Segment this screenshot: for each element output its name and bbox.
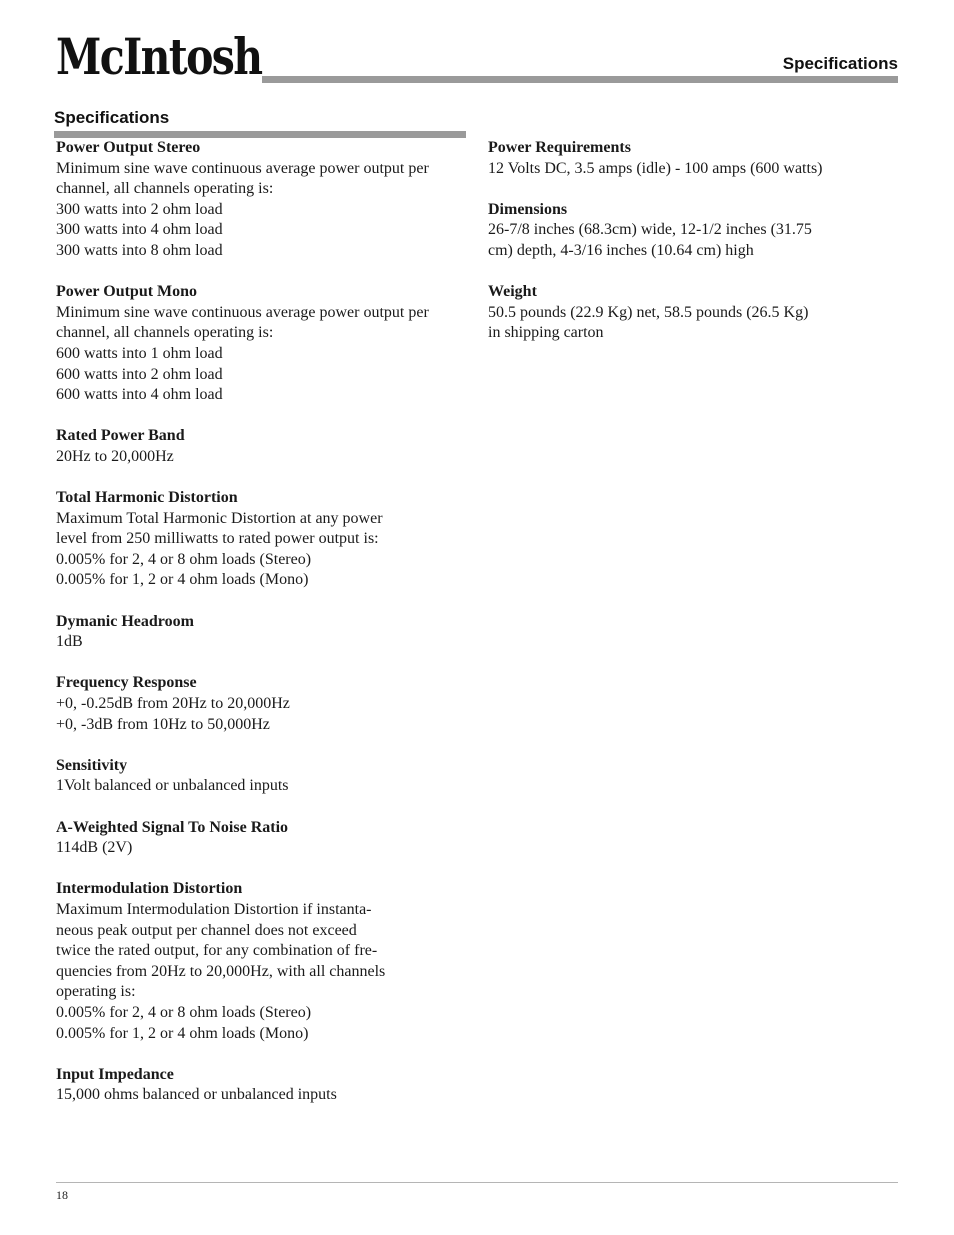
spec-block — [56, 488, 466, 591]
spec-title: Dimensions — [488, 200, 568, 218]
spec-title: Input Impedance — [56, 1065, 174, 1083]
spec-line: twice the rated output, for any combination of fre- — [56, 942, 378, 960]
spec-line: cm) depth, 4-3/16 inches (10.64 cm) high — [488, 241, 754, 259]
spec-title: Frequency Response — [56, 674, 197, 692]
spec-line: 26-7/8 inches (68.3cm) wide, 12-1/2 inches (31.75 — [488, 221, 812, 239]
spec-block — [488, 138, 868, 179]
spec-line: 600 watts into 4 ohm load — [56, 386, 223, 404]
spec-title: Rated Power Band — [56, 427, 185, 445]
spec-line: in shipping carton — [488, 324, 604, 342]
spec-block — [56, 1065, 466, 1106]
spec-line: operating is: — [56, 983, 136, 1001]
spec-title: Sensitivity — [56, 756, 128, 774]
spec-line: 0.005% for 1, 2 or 4 ohm loads (Mono) — [56, 1024, 309, 1042]
spec-line: 600 watts into 1 ohm load — [56, 344, 223, 362]
spec-line: channel, all channels operating is: — [56, 180, 274, 198]
section-title: Specifications — [54, 108, 170, 127]
spec-line: neous peak output per channel does not exceed — [56, 921, 357, 939]
specs-left-column — [56, 138, 466, 1127]
spec-line: 0.005% for 1, 2 or 4 ohm loads (Mono) — [56, 571, 309, 589]
specs-right-column — [488, 138, 868, 365]
spec-line: 1dB — [56, 633, 83, 651]
spec-line: 300 watts into 8 ohm load — [56, 241, 223, 259]
spec-title: Dymanic Headroom — [56, 612, 194, 630]
spec-title: Weight — [488, 283, 537, 301]
spec-line: quencies from 20Hz to 20,000Hz, with all channels — [56, 962, 386, 980]
spec-line: 20Hz to 20,000Hz — [56, 447, 174, 465]
spec-title: Total Harmonic Distortion — [56, 489, 238, 507]
spec-line: 12 Volts DC, 3.5 amps (idle) - 100 amps (600 watts) — [488, 159, 823, 177]
spec-title: Power Output Mono — [56, 283, 198, 301]
spec-line: +0, -0.25dB from 20Hz to 20,000Hz — [56, 695, 290, 713]
spec-line: 0.005% for 2, 4 or 8 ohm loads (Stereo) — [56, 1003, 312, 1021]
page-number: 18 — [56, 1188, 68, 1202]
spec-block — [488, 200, 868, 262]
spec-line: 1Volt balanced or unbalanced inputs — [56, 777, 289, 795]
spec-line: 600 watts into 2 ohm load — [56, 365, 223, 383]
spec-block — [56, 756, 466, 797]
spec-line: 300 watts into 4 ohm load — [56, 221, 223, 239]
spec-line: Maximum Total Harmonic Distortion at any power — [56, 509, 383, 527]
spec-block — [56, 138, 466, 262]
spec-title: Intermodulation Distortion — [56, 880, 243, 898]
footer-rule — [56, 1182, 898, 1183]
section-rule — [54, 131, 466, 138]
spec-title: Power Output Stereo — [56, 139, 201, 156]
spec-line: Minimum sine wave continuous average power output per — [56, 159, 429, 177]
spec-block — [56, 673, 466, 735]
page-header — [56, 27, 898, 86]
mcintosh-logo: McIntosh — [56, 27, 262, 86]
spec-block — [56, 879, 466, 1044]
spec-line: 0.005% for 2, 4 or 8 ohm loads (Stereo) — [56, 550, 312, 568]
spec-block — [56, 282, 466, 406]
spec-line: 114dB (2V) — [56, 839, 133, 857]
spec-block — [56, 612, 466, 653]
spec-line: 15,000 ohms balanced or unbalanced inputs — [56, 1086, 337, 1104]
spec-title: Power Requirements — [488, 139, 631, 156]
spec-title: A-Weighted Signal To Noise Ratio — [56, 818, 289, 836]
header-title: Specifications — [782, 54, 898, 73]
spec-line: 50.5 pounds (22.9 Kg) net, 58.5 pounds (26.5 Kg) — [488, 303, 809, 321]
spec-block — [56, 426, 466, 467]
spec-block — [488, 282, 868, 344]
spec-line: Minimum sine wave continuous average power output per — [56, 303, 429, 321]
spec-line: +0, -3dB from 10Hz to 50,000Hz — [56, 715, 270, 733]
header-rule — [262, 76, 898, 83]
spec-line: 300 watts into 2 ohm load — [56, 200, 223, 218]
spec-block — [56, 818, 466, 859]
spec-line: channel, all channels operating is: — [56, 324, 274, 342]
spec-line: level from 250 milliwatts to rated power output is: — [56, 530, 379, 548]
spec-line: Maximum Intermodulation Distortion if instanta- — [56, 900, 372, 918]
